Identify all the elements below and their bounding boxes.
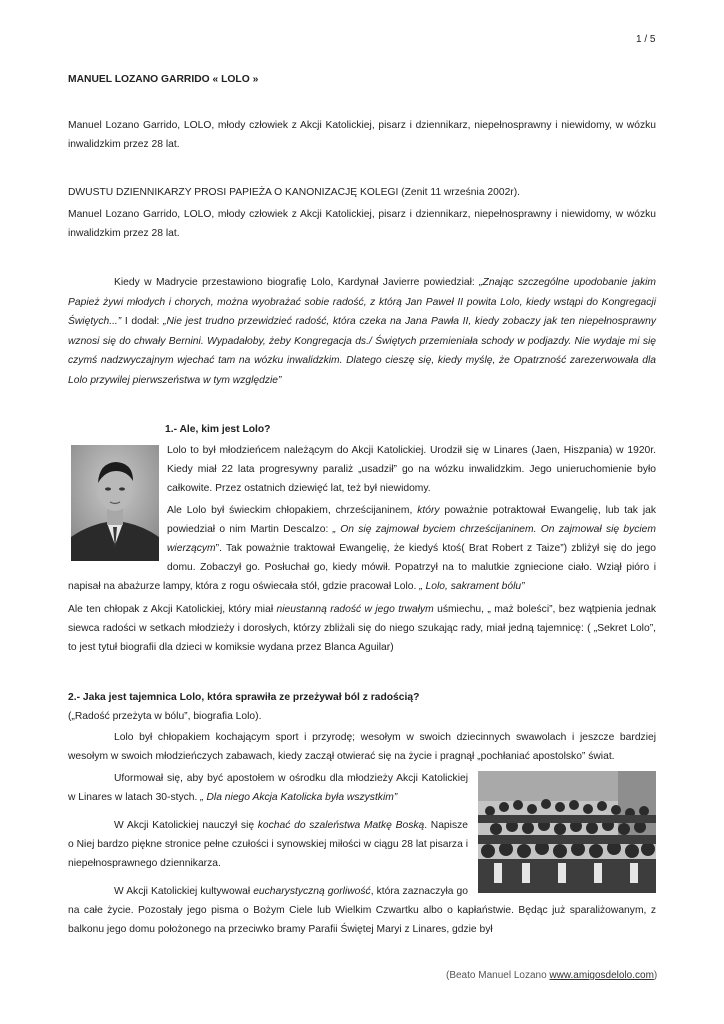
p2-text-f: „ Lolo, sakrament bólu” [419, 581, 525, 592]
s2p2-text-a: Uformował się, aby być apostołem w ośrodku dla młodzieży Akcji Katolickiej w Linares w latach 30-stych. [68, 773, 468, 803]
p3-text-a: Ale ten chłopak z Akcji Katolickiej, który miał [68, 604, 277, 615]
document-title: MANUEL LOZANO GARRIDO « LOLO » [68, 74, 259, 85]
p2-text-b: który [417, 505, 440, 516]
intro-paragraph: Manuel Lozano Garrido, LOLO, młody człowiek z Akcji Katolickiej, pisarz i dziennikarz, niepełnosprawny i niewidomy, w wózku inwalidzkim przez 28 lat. [68, 120, 656, 150]
s2p4-text-c: , która zaznaczyła go na całe życie. Pozostały jego pisma o Bożym Ciele lub Wielkim Czwartku albo o kapłaństwie. Będąc już sparaliżowanym, z balkonu jego domu położonego na przeciwko bramy Parafii Świętej Maryi z Linares, gdzie był [68, 886, 656, 935]
lolo-portrait-photo [71, 445, 159, 561]
news-headline: DWUSTU DZIENNIKARZY PROSI PAPIEŻA O KANONIZACJĘ KOLEGI (Zenit 11 września 2002r). [68, 187, 521, 198]
document-body [68, 70, 656, 939]
cardinal-quote-paragraph [68, 273, 656, 390]
group-photo [478, 771, 656, 893]
page-number: 1 / 5 [636, 34, 656, 45]
quote-lead: Kiedy w Madrycie przestawiono biografię Lolo, Kardynał Javierre powiedział: [114, 277, 480, 288]
section-2-paragraph-1: Lolo był chłopakiem kochającym sport i przyrodę; wesołym w swoich dziecinnych swawolach i jeszcze bardziej wesołym w swoich młodzieńczych zabawach, kiedy zaczął otwierać się na życie i pragnął „pochłaniać apostolsko” świat. [68, 732, 656, 762]
section-1 [68, 441, 656, 596]
intro-paragraph-repeat: Manuel Lozano Garrido, LOLO, młody człowiek z Akcji Katolickiej, pisarz i dziennikarz, niepełnosprawny i niewidomy, w wózku inwalidzkim przez 28 lat. [68, 209, 656, 239]
section-2-subheading: („Radość przeżyta w bólu”, biografia Lolo). [68, 711, 262, 722]
section-2-body [68, 769, 656, 939]
section-2-heading: 2.- Jaka jest tajemnica Lolo, która sprawiła ze przeżywał ból z radością? [68, 692, 420, 703]
section-1-paragraph-3 [68, 600, 656, 657]
s2p3-text-b: kochać do szaleństwa Matkę Boską [257, 820, 425, 831]
s2p3-text-a: W Akcji Katolickiej nauczył się [114, 820, 258, 831]
footer-suffix: ) [653, 970, 658, 981]
p3-text-b: nieustanną radość w jego trwałym [276, 604, 434, 615]
p2-text-c: poważnie potraktował Ewangelię, lub tak jak powiedział o nim Martin Descalzo: [167, 505, 656, 535]
section-1-heading: 1.- Ale, kim jest Lolo? [165, 424, 271, 435]
s2p4-text-a: W Akcji Katolickiej kultywował [114, 886, 254, 897]
page-footer [446, 966, 657, 985]
p2-text-e: ”. Tak poważnie traktował Ewangelię, że kiedyś ktoś( Brat Robert z Taize”) zbliżył się do jego domu. Zobaczył go. Posłuchał go, kiedy mówił. Popatrzył na to malutkie zgniecione ciało. Wziął pióro i napisał na abażurze lampy, która z rogu oświecała stół, gdzie pracował Lolo. [68, 543, 656, 592]
quote-text-1: „Znając szczególne upodobanie jakim Papież żywi młodych i chorych, można wyobrażać sobie radość, z którą Jan Paweł II powita Lolo, kiedy wstąpi do Kongregacji Świętych...” [68, 277, 656, 327]
s2p3-text-c: . Napisze o Niej bardzo piękne stronice pełne czułości i synowskiej miłości w ciągu 28 lat pisarza i niepełnosprawnego dziennikarza. [68, 820, 468, 869]
p2-text-d: „ On się zajmował byciem chrześcijaninem. On zajmował się byciem wierzącym [167, 524, 656, 554]
footer-website-link[interactable]: www.amigosdelolo.com [549, 970, 654, 981]
quote-connector: I dodał: [121, 316, 164, 327]
p3-text-c: uśmiechu, „ maż boleści”, bez wątpienia jednak siewca radości w setkach młodzieży i dorosłych, którzy zbliżali się do niego szukając rady, miał jedną tajemnicę: ( „Sekret Lolo”, to jest tytuł biografii dla dzieci w komiksie wydana przez Blanca Aguilar) [68, 604, 656, 653]
s2p4-text-b: eucharystyczną gorliwość [253, 886, 371, 897]
quote-text-2: „Nie jest trudno przewidzieć radość, która czeka na Jana Pawła II, kiedy zobaczy jak ten niepełnosprawny wznosi się do chwały Bernini. Wypadałoby, żeby Kongregacja ds./ Świętych przemieniała schody w podjazdy. Nie wydaje mi się czymś nadzwyczajnym wjechać tam na wózku inwalidzkim. Dlatego cieszę się, kiedy myślę, że Opatrzność zarezerwowała dla Lolo przywilej pierwszeństwa w tym względzie” [68, 316, 656, 386]
s2p2-text-b: „ Dla niego Akcja Katolicka była wszystkim” [200, 792, 398, 803]
p2-text-a: Ale Lolo był świeckim chłopakiem, chrześcijaninem, [167, 505, 418, 516]
footer-prefix: (Beato Manuel Lozano [446, 970, 550, 981]
section-1-paragraph-1: Lolo to był młodzieńcem należącym do Akcji Katolickiej. Urodził się w Linares (Jaen, Hiszpania) w 1920r. Kiedy miał 22 lata progresywny paraliż „usadził” go na wózku inwalidzkim. Jego unieruchomienie było całkowite. Przez ostatnich dziewięć lat, też był niewidomy. [167, 445, 656, 494]
